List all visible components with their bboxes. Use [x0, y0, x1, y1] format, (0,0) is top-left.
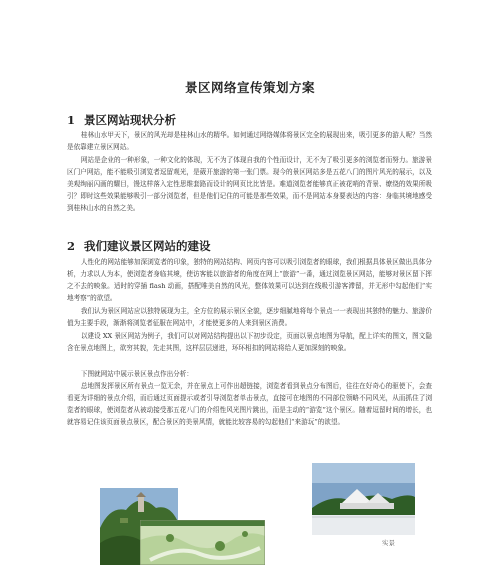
section-title: 我们建议景区网站的建设 [84, 239, 211, 253]
section-2-heading [67, 238, 211, 254]
paragraph: 总地图发挥景区所有景点一览无余，并在景点上可作出超链接，浏览者看到景点分布图后，往往在好奇心的驱使下，会查看更为详细的景点介绍，而后通过页面提示或者引导浏览者单击景点，直接可在地图的不同部位领略不同风光，从而抓住了浏览者的眼球，使浏览者从被动接受那五花八门的介绍性风光图片跳出，而是主动的“游览”这个景区。随着逗留时间的增长，也就容易记住该页面景点景区，配合景区的美景风情，就能比较容易的勾起他们“来游玩”的欲望。 [67, 382, 432, 426]
section-1-heading [67, 112, 176, 128]
scenic-spot-photo-right [312, 463, 415, 535]
paragraph: 人性化的网站能够加深浏览者的印象，独特的网站结构、网页内容可以吸引浏览者的眼球，我们根据具体景区做出具体分析，力求以人为本，使浏览者身临其境，使访客能以旅游者的角度在网上“旅游”一番，通过浏览景区网站，能够对景区留下挥之不去的映象。适时的穿插 flash 动画，搭配唯美自然的风光，整体效果可以达到在线吸引游客滞留，并无形中勾起他们“实地考察”的欲望。 [67, 258, 432, 302]
paragraph: 网站是企业的一种形象，一种文化的体现，无不为了体现自我的个性而设计，无不为了吸引更多的浏览者而努力。旅游景区门户网站，能不能吸引浏览者逗留观光，是葳开旅游的第一张门票。现今的景区网站多是五花八门的图片风光的展示，以及美观绚丽闪画的耀目，馒这样落入定性思维套路而设计的网页比比皆是。难道浏览者能够真正被花哨的背景、缭绕的效果所吸引？即时这些效果能够吸引一部分浏览者，但是他们记住的可能是那些效果，而不是网站本身要表达的内容：身临其境地感受到桂林山水的自然之美。 [67, 156, 432, 212]
map-photo-icon [140, 520, 265, 565]
tent-photo-icon [312, 463, 415, 535]
paragraph: 以建设 XX 景区网站为例子，我们可以对网站结构提出以下初步设定，页面以景点地图为导航，配上详实的图文，图文隐含在景点地图上，欲穷其貌，先走其图，这样层层递进，环环相扣的网站将给人更加深刻的映象。 [67, 332, 432, 352]
image-caption: 实景 [382, 539, 395, 547]
section-number: 1 [67, 113, 76, 127]
section-title: 景区网站现状分析 [84, 113, 177, 127]
paragraph: 桂林山水甲天下，景区的风光却是桂林山水的精华。如何通过网络媒体将景区完全的展现出来，吸引更多的游人呢？当然是依靠建立景区网站。 [67, 131, 432, 151]
paragraph: 我们认为景区网站应以独特展现为主，全方位的展示景区全貌，逐步细腻地将每个景点一一表现出其独特的魅力、旅游价值为主要手段，渐渐将浏览者征服在网站中，才能使更多的人来到景区消费。 [67, 307, 432, 327]
section-number: 2 [67, 239, 76, 253]
scenic-map-thumbnail [140, 520, 265, 565]
document-title: 景区网络宣传策划方案 [184, 80, 315, 95]
paragraph: 下图就网站中展示景区景点作出分析： [80, 370, 193, 378]
